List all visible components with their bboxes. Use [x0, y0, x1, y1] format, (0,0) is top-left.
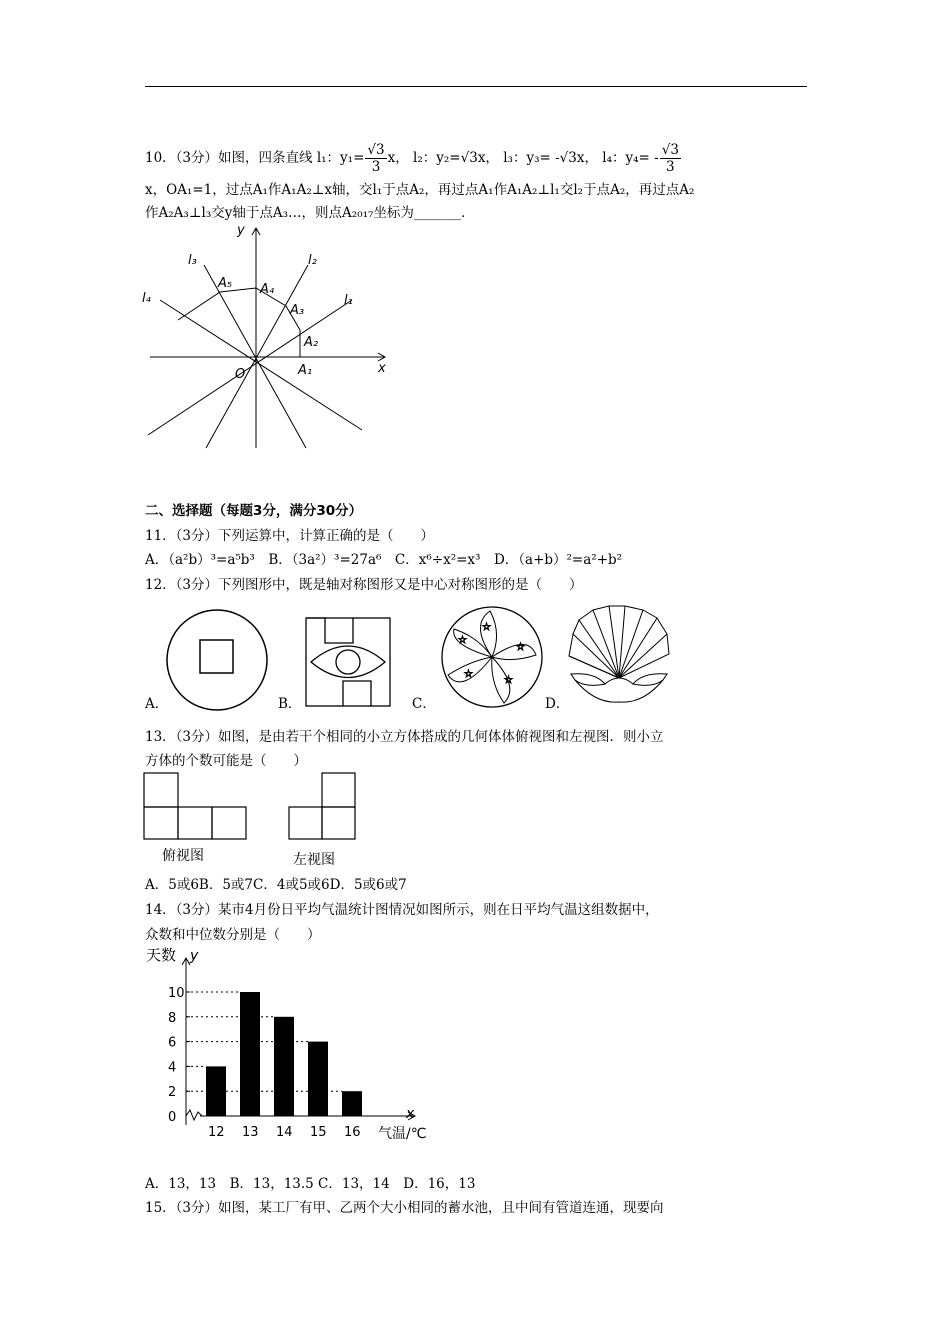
svg-text:☆: ☆ [464, 669, 473, 680]
q14-bar-chart [140, 940, 450, 1150]
svg-text:☆: ☆ [458, 635, 467, 646]
q12-figure-a [165, 608, 275, 718]
label-l1: l₁ [344, 293, 353, 308]
svg-text:☆: ☆ [516, 642, 525, 653]
label-l3: l₃ [188, 253, 197, 268]
q14-stem-2: 众数和中位数分别是（ ） [145, 927, 321, 943]
q12-label-b: B． [278, 696, 302, 712]
q10-line2: x，OA₁=1，过点A₁作A₁A₂⊥x轴，交l₁于点A₂，再过点A₁作A₁A₂⊥l₁交l₂于点A₂，再过点A₂ [145, 182, 695, 198]
bar-15 [308, 1042, 328, 1116]
q10-line3: 作A₂A₃⊥l₃交y轴于点A₃…，则点A₂₀₁₇坐标为_______． [145, 205, 475, 221]
label-a1: A₁ [298, 363, 313, 378]
q13-stem-1: 13．（3分）如图，是由若干个相同的小立方体搭成的几何体体俯视图和左视图．则小立 [145, 729, 664, 745]
y-tick-label: 8 [168, 1010, 177, 1026]
chart-xletter: x [406, 1106, 415, 1122]
q14-options: A．13，13 B．13，13.5 C．13，14 D．16，13 [145, 1176, 476, 1192]
q13-top-view-label: 俯视图 [162, 848, 204, 864]
label-a5: A₅ [218, 276, 233, 291]
q13-options: A．5或6B．5或7C．4或5或6D．5或6或7 [145, 877, 407, 893]
bar-14 [274, 1017, 294, 1116]
svg-text:☆: ☆ [482, 622, 491, 633]
label-l2: l₂ [308, 253, 317, 268]
q12-label-d: D． [545, 696, 570, 712]
section2-heading: 二、选择题（每题3分，满分30分） [145, 503, 363, 519]
x-tick-label: 16 [344, 1125, 361, 1140]
x-tick-label: 13 [242, 1125, 259, 1140]
q15-stem-1: 15．（3分）如图，某工厂有甲、乙两个大小相同的蓄水池，且中间有管道连通，现要向 [145, 1200, 664, 1216]
svg-text:☆: ☆ [504, 675, 513, 686]
q11-stem: 11．（3分）下列运算中，计算正确的是（ ） [145, 528, 435, 544]
q14-stem-1: 14．（3分）某市4月份日平均气温统计图情况如图所示，则在日平均气温这组数据中， [145, 902, 659, 918]
x-tick-label: 15 [310, 1125, 327, 1140]
chart-yletter: y [190, 948, 199, 964]
q13-left-view [288, 772, 358, 842]
q12-label-a: A． [145, 696, 169, 712]
label-y: y [237, 223, 245, 238]
q13-stem-2: 方体的个数可能是（ ） [145, 753, 307, 769]
label-x: x [378, 361, 386, 376]
line-l1 [148, 300, 352, 435]
line-l4 [160, 300, 362, 430]
chart-xlabel: 气温/℃ [378, 1126, 427, 1142]
label-a2: A₂ [304, 335, 319, 350]
q12-stem: 12．（3分）下列图形中，既是轴对称图形又是中心对称图形的是（ ） [145, 577, 583, 593]
q10-figure [140, 220, 400, 455]
x-tick-label: 12 [208, 1125, 225, 1140]
header-rule [145, 86, 807, 87]
y-tick-label: 6 [168, 1035, 177, 1051]
label-o: O [235, 367, 246, 382]
bar-12 [206, 1066, 226, 1116]
q13-top-view [143, 772, 248, 842]
q10-line1: 10．（3分）如图，四条直线 l₁：y₁= $\frac{√3}{3}$ x， l₂：y₂=√3x， l₃：y₃= -√3x， l₄：y₄= - $\frac{√3}{3}$ [145, 142, 679, 175]
label-l4: l₄ [142, 291, 151, 306]
y-tick-label: 10 [168, 986, 185, 1001]
q13-left-view-label: 左视图 [293, 852, 335, 868]
q10-frac-4: $\frac{√3}{3}$ [661, 142, 679, 175]
q11-options: A．（a²b）³=a⁵b³ B．（3a²）³=27a⁶ C．x⁶÷x²=x³ D．（a+b）²=a²+b² [145, 552, 623, 568]
q12-label-c: C． [412, 696, 436, 712]
y-tick-label: 2 [168, 1085, 177, 1101]
bar-16 [342, 1091, 362, 1116]
x-tick-label: 14 [276, 1125, 293, 1140]
y-tick-label: 4 [168, 1060, 177, 1076]
label-a4: A₄ [260, 282, 275, 297]
chart-axis-break [186, 1110, 202, 1120]
bar-13 [240, 992, 260, 1116]
q10-frac-1: $\frac{√3}{3}$ [367, 142, 385, 175]
q12-figure-c [440, 605, 545, 710]
y-tick-label: 0 [168, 1110, 177, 1125]
q12-figure-d [565, 606, 675, 706]
label-a3: A₃ [290, 303, 305, 318]
q12-figure-b [305, 615, 395, 710]
chart-ylabel: 天数 [146, 946, 177, 964]
